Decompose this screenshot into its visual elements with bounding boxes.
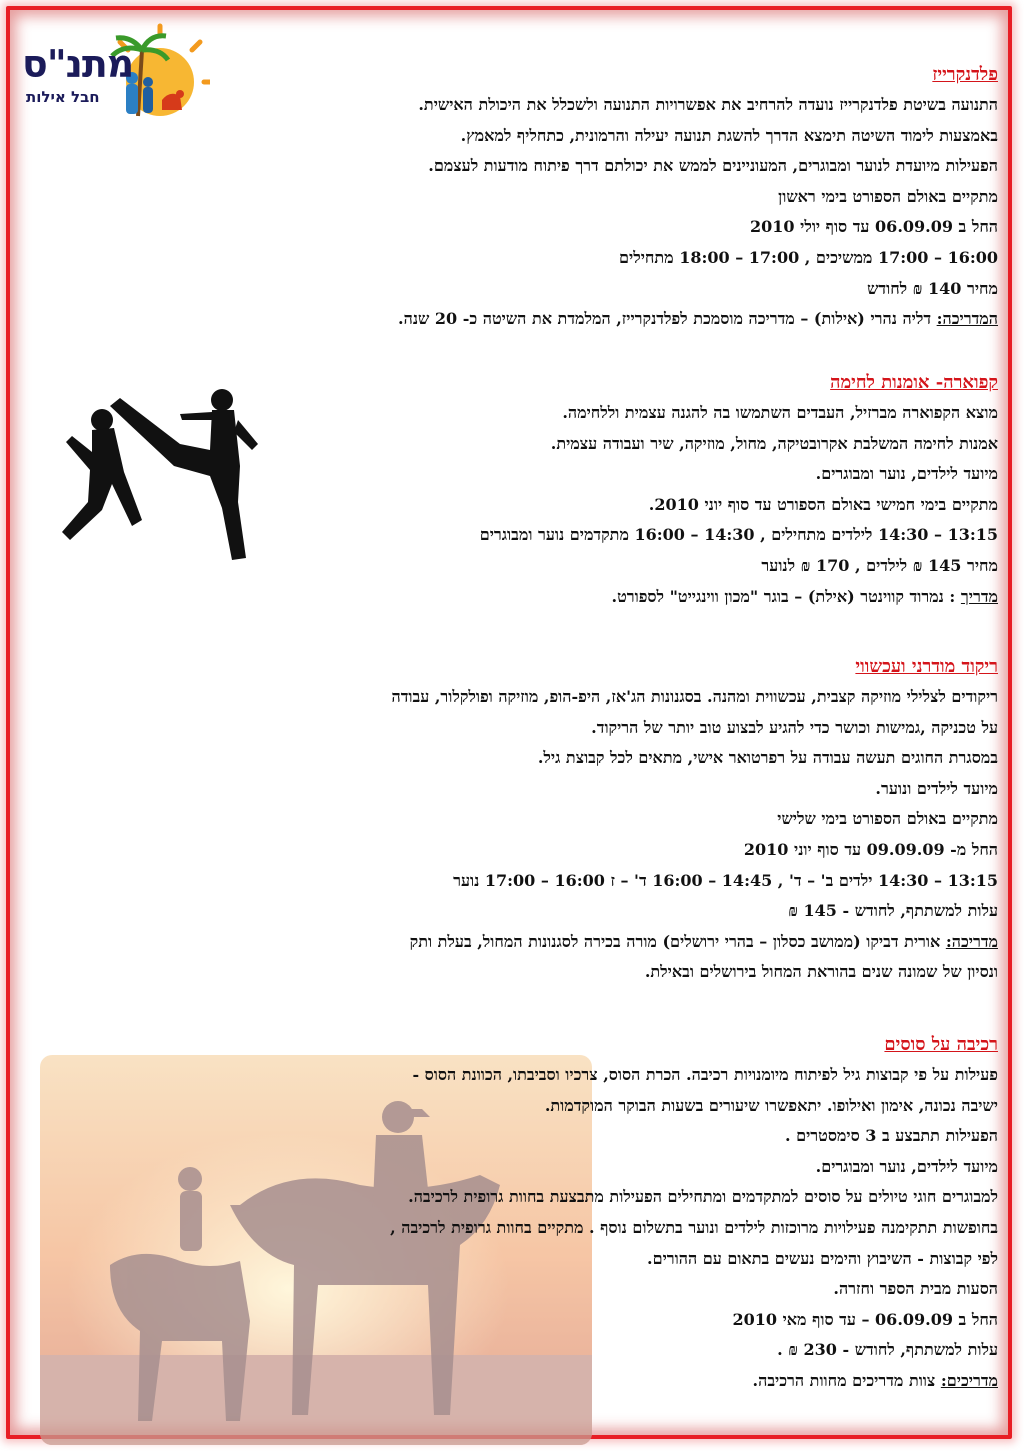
- text-line: במסגרת החוגים תעשה עבודה על רפרטואר אישי, מתאים לכל קבוצת גיל.: [537, 748, 998, 768]
- section-feldenkrais: [398, 60, 998, 335]
- text-line: מתקיים באולם הספורט בימי ראשון: [778, 186, 998, 206]
- matnas-logo: [20, 20, 210, 120]
- instructor-line: [398, 304, 998, 335]
- instructor-text: : נמרוד קווינטר (אילת) – בוגר "מכון ווינגייט" לספורט.: [611, 586, 961, 606]
- text-line: מיועד לילדים, נוער ומבוגרים.: [815, 464, 998, 484]
- text-line: הפעילות מיועדת לנוער ומבוגרים, המעוניינים לממש את יכולתם דרך פיתוח מודעות לעצמם.: [428, 156, 998, 176]
- text-line: באמצעות לימוד השיטה תימצא הדרך להשגת תנועה יעילה והרמונית, כתחליף למאמץ.: [460, 125, 998, 145]
- text-line: מוצא הקפוארה מברזיל, העבדים השתמשו בה להגנה עצמית וללחימה.: [562, 403, 998, 422]
- instructor-line: [391, 927, 998, 958]
- text-line: ונסיון של שמונה שנים בהוראת המחול בירושלים ובאילת.: [644, 962, 998, 982]
- logo-title: מתנ"ס: [22, 42, 134, 86]
- text-line: מיועד לילדים ונוער.: [875, 778, 998, 798]
- flyer-page: [20, 20, 1004, 1431]
- instructor-label: מדריך: [960, 586, 998, 606]
- instructor-text: דליה נהרי (אילות) – מדריכה מוסמכת לפלדנקרייז, המלמדת את השיטה כ- 20 שנה.: [398, 309, 937, 329]
- section-capoeira: [480, 368, 998, 612]
- text-line: מחיר 145 ₪ לילדים , 170 ₪ לנוער: [761, 555, 998, 575]
- section-heading: רכיבה על סוסים: [884, 1034, 998, 1055]
- text-line: עלות למשתתף, לחודש - 230 ₪ .: [777, 1340, 998, 1360]
- capoeira-fighters-image: [62, 380, 262, 570]
- text-line: 16:00 – 17:00 ממשיכים , 17:00 – 18:00 מתחילים: [619, 247, 998, 267]
- text-line: החל מ- 09.09.09 עד סוף יוני 2010: [743, 839, 998, 859]
- text-line: החל ב 06.09.09 עד סוף יולי 2010: [750, 217, 998, 237]
- text-line: הסעות מבית הספר וחזרה.: [833, 1279, 998, 1299]
- text-line: אמנות לחימה המשלבת אקרובטיקה, מחול, מוזיקה, שיר ועבודה עצמית.: [550, 433, 998, 453]
- text-line: התנועה בשיטת פלדנקרייז נועדה להרחיב את אפשרויות התנועה ולשכלל את היכולת האישית.: [418, 95, 998, 114]
- instructor-label: המדריכה:: [936, 309, 998, 329]
- text-line: על טכניקה ,גמישות וכושר כדי להגיע לבצוע טוב יותר של הריקוד.: [591, 717, 998, 737]
- instructor-text: צוות מדריכים מחוות הרכיבה.: [752, 1370, 941, 1390]
- section-heading: ריקוד מודרני ועכשווי: [855, 656, 998, 677]
- text-line: 13:15 – 14:30 ילדים ב' – ד' , 14:45 – 16:00 ד' – ז 16:00 – 17:00 נוער: [453, 870, 998, 890]
- text-line: מתקיים באולם הספורט בימי שלישי: [777, 809, 998, 829]
- instructor-line: [480, 582, 998, 613]
- section-horse-riding: [390, 1030, 998, 1397]
- text-line: עלות למשתתף, לחודש - 145 ₪: [788, 901, 998, 921]
- instructor-label: מדריכים:: [940, 1370, 998, 1390]
- text-line: מחיר 140 ₪ לחודש: [867, 278, 998, 298]
- text-line: הפעילות תתבצע ב 3 סימסטרים .: [784, 1126, 998, 1146]
- text-line: ישיבה נכונה, אימון ואילופו. יתאפשרו שיעורים בשעות הבוקר המוקדמות.: [544, 1095, 998, 1115]
- text-line: פעילות על פי קבוצות גיל לפיתוח מיומנויות רכיבה. הכרת הסוס, צרכיו וסביבתו, הכוונת הסוס -: [412, 1065, 998, 1084]
- text-line: 13:15 – 14:30 לילדים מתחילים , 14:30 – 16:00 מתקדמים נוער ומבוגרים: [479, 525, 998, 545]
- instructor-label: מדריכה:: [945, 931, 998, 951]
- text-line: בחופשות תתקימנה פעילויות מרוכזות לילדים ונוער בתשלום נוסף . מתקיים בחוות גרופית לרכיבה ,: [390, 1217, 998, 1237]
- text-line: החל ב 06.09.09 – עד סוף מאי 2010: [732, 1309, 998, 1329]
- logo-subtitle: חבל אילות: [26, 88, 100, 106]
- section-heading: קפוארה- אומנות לחימה: [830, 372, 998, 393]
- text-line: מיועד לילדים, נוער ומבוגרים.: [815, 1156, 998, 1176]
- section-modern-dance: [391, 652, 998, 988]
- text-line: מתקיים בימי חמישי באולם הספורט עד סוף יוני 2010.: [648, 494, 998, 514]
- instructor-line: [390, 1366, 998, 1397]
- text-line: ריקודים לצלילי מוזיקה קצבית, עכשווית ומהנה. בסגנונות הג'אז, היפ-הופ, מוזיקה ופולקלור, עבודה: [391, 687, 998, 706]
- text-line: לפי קבוצות - השיבוץ והימים נעשים בתאום עם ההורים.: [647, 1248, 998, 1268]
- section-heading: פלדנקרייז: [932, 64, 998, 85]
- text-line: למבוגרים חוגי טיולים על סוסים למתקדמים ומתחילים הפעילות מתבצעת בחוות גרופית לרכיבה.: [408, 1187, 998, 1207]
- instructor-text: אורית דביקו (ממושב כסלון – בהרי ירושלים) מורה בכירה לסגנונות המחול, בעלת ותק: [409, 931, 946, 951]
